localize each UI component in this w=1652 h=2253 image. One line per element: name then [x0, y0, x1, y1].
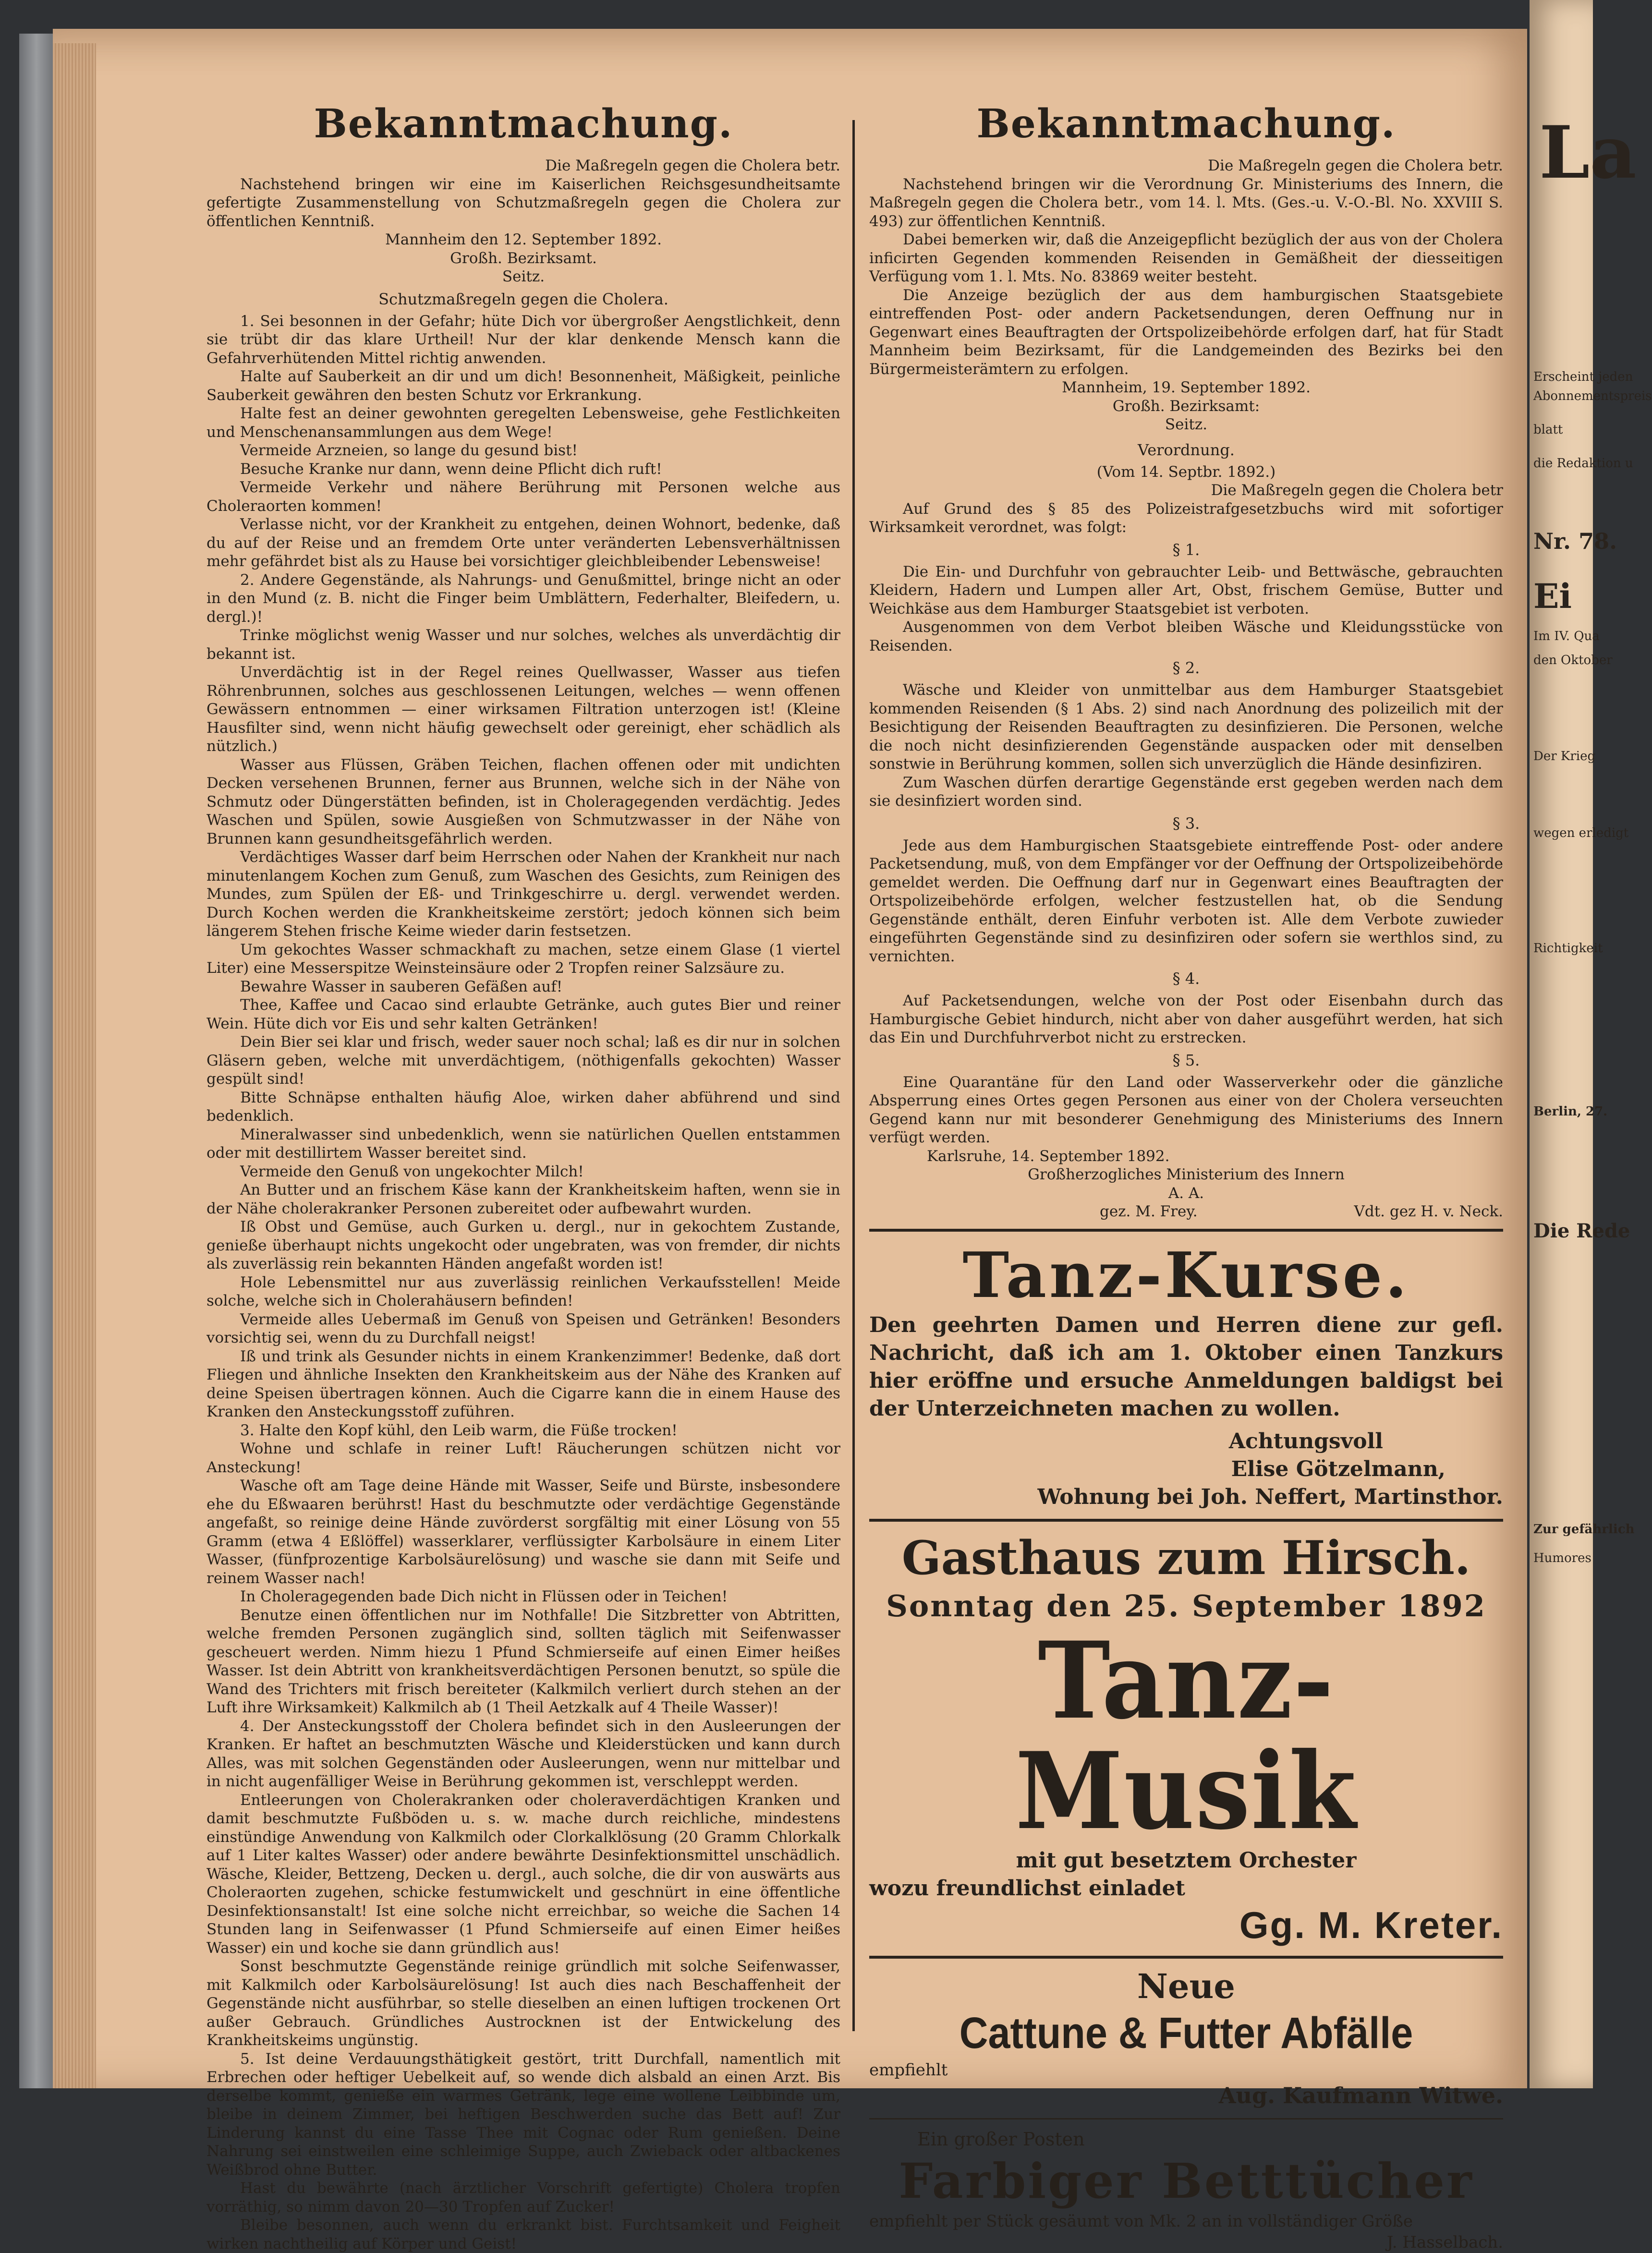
paragraph: Thee, Kaffee und Cacao sind erlaubte Getränke, auch gutes Bier und reiner Wein. Hüte dich vor Eis und sehr kalten Getränken!	[206, 996, 840, 1032]
paragraph: Hast du bewährte (nach ärztlicher Vorschrift gefertigte) Cholera tropfen vorräthig, so nimm davon 20—30 Tropfen auf Zucker!	[206, 2180, 840, 2216]
ad-title: Farbiger Betttücher	[899, 2152, 1474, 2209]
paragraph: Dabei bemerken wir, daß die Anzeigepflicht bezüglich der aus von der Cholera inficirten Gegenden kommenden Reisenden in Gemäßheit der diesseitigen Verfügung vom 1. l. Mts. No. 83869 weiter besteht.	[869, 231, 1503, 285]
signature-left: gez. M. Frey.	[1100, 1203, 1198, 1220]
paragraph: 1. Sei besonnen in der Gefahr; hüte Dich vor übergroßer Aengstlichkeit, denn sie trübt dir das klare Urtheil! Nur der klar denkende Mensch kann die Gefahrverhütenden Mittel richtig anwenden.	[206, 312, 840, 367]
ad-name: Elise Götzelmann,	[1231, 1456, 1446, 1481]
paragraph: Halte auf Sauberkeit an dir und um dich! Besonnenheit, Mäßigkeit, peinliche Sauberkeit gewähren den besten Schutz vor Erkrankung.	[206, 368, 840, 404]
paragraph: Iß und trink als Gesunder nichts in einem Krankenzimmer! Bedenke, daß dort Fliegen und ähnliche Insekten den Krankheitskeim aus der Nähe des Kranken auf deine Speisen übertragen können. Auch die Cigarre kann die in einem Hause des Kranken den Ansteckungsstoff zuführen.	[206, 1347, 840, 1420]
section-text: Zum Waschen dürfen derartige Gegenstände erst gegeben werden nach dem sie desinfiziert worden sind.	[869, 774, 1503, 810]
ad-line: empfiehlt per Stück gesäumt von Mk. 2 an in vollständiger Größe	[869, 2211, 1413, 2231]
verordnung-date: (Vom 14. Septbr. 1892.)	[1096, 463, 1276, 481]
section-number: § 5.	[1172, 1051, 1200, 1069]
ad-empfiehlt: empfiehlt	[869, 2060, 948, 2080]
next-page-fragment: wegen erledigt	[1533, 826, 1629, 840]
ad-seller: Aug. Kaufmann Witwe.	[1218, 2082, 1503, 2108]
ad-date: Sonntag den 25. September 1892	[886, 1588, 1486, 1623]
ad-invite: wozu freundlichst einladet	[869, 1876, 1186, 1901]
place-date: Karlsruhe, 14. September 1892.	[927, 1147, 1170, 1165]
ad-divider	[869, 1229, 1503, 1232]
office-line: Großh. Bezirksamt.	[450, 249, 597, 267]
ad-host: Gg. M. Kreter.	[1239, 1903, 1503, 1946]
next-page-fragment: Der Krieg	[1533, 749, 1596, 763]
ad-title: Cattune & Futter Abfälle	[959, 2008, 1413, 2058]
paragraph: 4. Der Ansteckungsstoff der Cholera befindet sich in den Ausleerungen der Kranken. Er haftet an beschmutzten Wäsche und Kleiderstücken und kann durch Alles, was mit solchen Gegenständen oder Ausleerungen, wenn nur mittelbar und in nicht augenfälliger Weise in Berührung gekommen ist, verschleppt werden.	[206, 1717, 840, 1790]
next-page-fragment: Zur gefährlich	[1533, 1522, 1635, 1537]
signature-right: Vdt. gez H. v. Neck.	[1354, 1203, 1503, 1220]
next-page-fragment: Im IV. Qua	[1533, 629, 1600, 643]
section-text: Auf Packetsendungen, welche von der Post oder Eisenbahn durch das Hamburgische Gebiet hindurch, nicht aber von daher ausgeführt werden, hat sich das Ein und Durchfuhrverbot nicht zu erstrecken.	[869, 992, 1503, 1046]
paragraph: Vermeide Verkehr und nähere Berührung mit Personen welche aus Choleraorten kommen!	[206, 479, 840, 515]
ad-event: Tanz-Musik	[1015, 1618, 1357, 1853]
next-page-fragment: Berlin, 27.	[1533, 1104, 1608, 1119]
ad-betttucher	[869, 2127, 1503, 2253]
paragraph: Unverdächtig ist in der Regel reines Quellwasser, Wasser aus tiefen Röhrenbrunnen, solches aus geschlossenen Leitungen, welches — wenn offenen Gewässern entnommen — einer wirksamen Filtration unterzogen ist! (Kleine Hausfilter sind, wenn nicht häufig gewechselt oder gereinigt, eher schädlich als nützlich.)	[206, 664, 840, 755]
section-text: Jede aus dem Hamburgischen Staatsgebiete eintreffende Post- oder andere Packetsendung, muß, von dem Empfänger vor der Oeffnung der Ortspolizeibehörde gemeldet werden. Die Oeffnung darf nur in Gegenwart eines Beauftragten der Ortspolizeibehörde erfolgen, welcher festzustellen hat, ob die Sendung Gegenstände enthält, deren Einfuhr verboten ist. Alle dem Verbote zuwieder eingeführten Gegenstände sind zu desinfiziren oder sofern sie werthlos sind, zu vernichten.	[869, 836, 1503, 965]
paragraph: Wasser aus Flüssen, Gräben Teichen, flachen offenen oder mit undichten Decken versehenen Brunnen, ferner aus Brunnen, welche sich in der Nähe von Schmutz oder Düngerstätten befinden, ist in Choleragegenden verdächtig. Jedes Waschen und Spülen, sowie Ausgießen von Schmutzwasser in der Nähe von Brunnen kann gesundheitsgefährlich werden.	[206, 756, 840, 848]
paragraph: An Butter und an frischem Käse kann der Krankheitskeim haften, wenn sie in der Nähe cholerakranker Personen zubereitet oder aufbewahrt wurden.	[206, 1181, 840, 1217]
right-column	[869, 101, 1503, 2253]
next-page-fragment: blatt	[1533, 423, 1563, 437]
section-text: Die Ein- und Durchfuhr von gebrauchter Leib- und Bettwäsche, gebrauchten Kleidern, Hadern und Lumpen aller Art, Obst, frischem Gemüse, Butter und Weichkäse aus dem Hamburger Staatsgebiet ist verboten.	[869, 563, 1503, 618]
column-divider	[852, 120, 855, 2031]
next-page-heading: Ei	[1533, 576, 1572, 616]
next-page-fragment: Abonnementspreis	[1533, 389, 1652, 403]
section-text: Eine Quarantäne für den Land oder Wasserverkehr oder die gänzliche Absperrung eines Ortes gegen Personen aus einer von der Cholera verseuchten Gegend kann nur mit besonderer Genehmigung des Ministeriums des Innern verfügt werden.	[869, 1073, 1503, 1146]
section-number: § 4.	[1172, 969, 1200, 988]
signature: Seitz.	[502, 268, 545, 285]
ad-tanzkurse	[869, 1239, 1503, 1511]
paragraph: Iß Obst und Gemüse, auch Gurken u. dergl., nur in gekochtem Zustande, genieße überhaupt nichts ungekocht oder ungebraten, was von fremder, dir nichts als zuverlässig rein bekannten Händen angefaßt worden ist!	[206, 1218, 840, 1272]
issue-number: Nr. 78.	[1533, 528, 1617, 554]
subject-line: Die Maßregeln gegen die Cholera betr.	[1208, 157, 1503, 174]
paragraph: Vermeide alles Uebermaß im Genuß von Speisen und Getränken! Besonders vorsichtig sei, wenn du zu Durchfall neigst!	[206, 1310, 840, 1346]
paragraph: Verlasse nicht, vor der Krankheit zu entgehen, deinen Wohnort, bedenke, daß du auf der Reise und an fremdem Orte unter veränderten Lebensverhältnissen mehr gefährdet bist als zu Hause bei vorsichtiger gleichbleibender Lebensweise!	[206, 516, 840, 570]
office-line: Großh. Bezirksamt:	[1112, 397, 1260, 415]
paragraph: Verdächtiges Wasser darf beim Herrschen oder Nahen der Krankheit nur nach minutenlangem Kochen zum Genuß, zum Waschen des Gesichts, zum Reinigen des Mundes, zum Spülen der Eß- und Trinkgeschirre u. dergl. verwendet werden. Durch Kochen werden die Krankheitskeime zerstört; jedoch können sich beim längerem Stehen frische Keime wieder darin festsetzen.	[206, 848, 840, 940]
paragraph: 2. Andere Gegenstände, als Nahrungs- und Genußmittel, bringe nicht an oder in den Mund (z. B. nicht die Finger beim Umblättern, Federhalter, Bleifedern, u. dergl.)!	[206, 571, 840, 626]
paragraph: Wohne und schlafe in reiner Luft! Räucherungen schützen nicht vor Ansteckung!	[206, 1440, 840, 1476]
left-column	[206, 101, 840, 2253]
paragraph: Vermeide den Genuß von ungekochter Milch!	[240, 1163, 584, 1180]
signature: Seitz.	[1165, 416, 1208, 433]
verordnung-subject: Die Maßregeln gegen die Cholera betr	[1211, 482, 1503, 499]
next-page-fragment: die Redaktion u	[1533, 456, 1633, 471]
next-page-fragment: Erscheint jeden	[1533, 370, 1633, 384]
paragraph: Hole Lebensmittel nur aus zuverlässig reinlichen Verkaufsstellen! Meide solche, welche sich in Cholerahäusern befinden!	[206, 1273, 840, 1309]
ad-seller: J. Hasselbach.	[1386, 2232, 1503, 2252]
paragraph: Vermeide Arzneien, so lange du gesund bist!	[240, 442, 578, 459]
date-line: Mannheim, 19. September 1892.	[1062, 379, 1311, 396]
section-text: Wäsche und Kleider von unmittelbar aus dem Hamburger Staatsgebiet kommenden Reisenden (§ 1 Abs. 2) sind nach Anordnung des polizeilich mit der Besichtigung der Reisenden Beauftragten zu desinfizieren. Die Personen, welche die noch nicht desinfizierenden Gegenstände auspacken oder mit denselben sonstwie in Berührung kommen, sollen sich unverzüglich die Hände desinfiziren.	[869, 681, 1503, 773]
ad-address: Wohnung bei Joh. Neffert, Martinsthor.	[1037, 1484, 1503, 1509]
section-number: § 1.	[1172, 540, 1200, 559]
paragraph: Sonst beschmutzte Gegenstände reinige gründlich mit solche Seifenwasser, mit Kalkmilch oder Karbolsäurelösung! Ist auch dies nach Beschaffenheit der Gegenstände nicht ausführbar, so stelle dieselben an einen luftigen trockenen Ort außer Gebrauch. Gründliches Austrocknen ist der Entwickelung des Krankheitskeims ungünstig.	[206, 1958, 840, 2049]
next-page-fragment: Humores	[1533, 1551, 1591, 1565]
ad-cattune	[869, 1966, 1503, 2110]
paragraph: Nachstehend bringen wir die Verordnung Gr. Ministeriums des Innern, die Maßregeln gegen die Cholera betr., vom 14. l. Mts. (Ges.-u. V.-O.-Bl. No. XXVIII S. 493) zur öffentlichen Kenntniß.	[869, 175, 1503, 230]
left-heading: Bekanntmachung.	[314, 101, 733, 147]
ad-divider	[869, 1519, 1503, 1522]
adjacent-page	[1530, 0, 1652, 2088]
paragraph: Mineralwasser sind unbedenklich, wenn sie natürlichen Quellen entstammen oder mit destillirtem Wasser bereitet sind.	[206, 1126, 840, 1162]
paragraph: 5. Ist deine Verdauungsthätigkeit gestört, tritt Durchfall, namentlich mit Erbrechen oder heftiger Uebelkeit auf, so wende dich alsbald an einen Arzt. Bis derselbe kommt, genieße ein warmes Getränk, lege eine wollene Leibbinde um, bleibe in deinem Zimmer, bei heftigen Beschwerden suche das Bett auf! Zur Linderung kannst du eine Tasse Thee mit Cognac oder Rum genießen. Deine Nahrung sei einstweilen eine schleimige Suppe, auch Zwieback oder altbackenes Weißbrod ohne Butter.	[206, 2050, 840, 2179]
section-title: Schutzmaßregeln gegen die Cholera.	[378, 290, 668, 308]
paragraph: Entleerungen von Cholerakranken oder choleraverdächtigen Kranken und damit beschmutzte Fußböden u. s. w. mache durch reichliche, mindestens einstündige Anwendung von Kalkmilch oder Clorkalklösung (20 Gramm Chlorkalk auf 1 Liter kaltes Wasser) oder andere bewährte Desinfektionsmittel unschädlich. Wäsche, Kleider, Bettzeng, Decken u. dergl., auch solche, die dir von auswärts aus Choleraorten zugehen, schicke festumwickelt und geschnürt in eine öffentliche Desinfektionsanstalt! Ist eine solche nicht erreichbar, so weiche die Sachen 14 Stunden lang in Seifenwasser (1 Pfund Schmierseife auf einen Eimer heißes Wasser) ein und koche sie dann gründlich aus!	[206, 1791, 840, 1957]
page-edges	[53, 43, 96, 2088]
ad-body: Den geehrten Damen und Herren diene zur gefl. Nachricht, daß ich am 1. Oktober einen Tanzkurs hier eröffne und ersuche Anmeldungen baldigst bei der Unterzeichneten machen zu wollen.	[869, 1312, 1503, 1421]
ad-gasthaus	[869, 1529, 1503, 1948]
paragraph: Halte fest an deiner gewohnten geregelten Lebensweise, gehe Festlichkeiten und Menschenansammlungen aus dem Wege!	[206, 405, 840, 441]
date-line: Mannheim den 12. September 1892.	[385, 231, 662, 248]
ad-neue: Neue	[1137, 1966, 1235, 2006]
ad-divider	[869, 2118, 1503, 2120]
paragraph: Wasche oft am Tage deine Hände mit Wasser, Seife und Bürste, insbesondere ehe du Eßwaaren berührst! Hast du beschmutzte oder verdächtige Gegenstände angefaßt, so reinige deine Hände zuvörderst sorgfältig mit einer Lösung von 55 Gramm (etwa 4 Eßlöffel) wasserklarer, verflüssigter Karbolsäure in einem Liter Wasser, (fünfprozentige Karbolsäurelösung) und wasche sie dann mit Seife und reinem Wasser nach!	[206, 1477, 840, 1587]
ministry: Großherzogliches Ministerium des Innern	[1028, 1166, 1345, 1183]
signature-row	[869, 1202, 1503, 1221]
ministry-aa: A. A.	[1168, 1184, 1204, 1202]
masthead-fragment: La	[1539, 110, 1637, 195]
ad-intro: Ein großer Posten	[917, 2128, 1085, 2150]
paragraph: In Choleragegenden bade Dich nicht in Flüssen oder in Teichen!	[240, 1588, 728, 1605]
verordnung-title: Verordnung.	[1138, 440, 1235, 459]
paragraph: 3. Halte den Kopf kühl, den Leib warm, die Füße trocken!	[240, 1421, 678, 1439]
paragraph: Trinke möglichst wenig Wasser und nur solches, welches als unverdächtig dir bekannt ist.	[206, 627, 840, 663]
section-number: § 2.	[1172, 659, 1200, 677]
right-heading: Bekanntmachung.	[976, 101, 1396, 147]
subject-line: Die Maßregeln gegen die Cholera betr.	[545, 157, 840, 174]
section-number: § 3.	[1172, 814, 1200, 833]
paragraph: Bleibe besonnen, auch wenn du erkrankt bist. Furchtsamkeit und Feigheit wirken nachtheilig auf Körper und Geist!	[206, 2217, 840, 2253]
next-page-fragment: Richtigkeit	[1533, 941, 1603, 956]
ad-closing: Achtungsvoll	[1228, 1429, 1383, 1454]
next-page-fragment: Die Rede	[1533, 1220, 1630, 1242]
ad-title: Gasthaus zum Hirsch.	[901, 1530, 1471, 1585]
paragraph: Bitte Schnäpse enthalten häufig Aloe, wirken daher abführend und sind bedenklich.	[206, 1089, 840, 1125]
paragraph: Nachstehend bringen wir eine im Kaiserlichen Reichsgesundheitsamte gefertigte Zusammenstellung von Schutzmaßregeln gegen die Cholera zur öffentlichen Kenntniß.	[206, 175, 840, 230]
paragraph: Auf Grund des § 85 des Polizeistrafgesetzbuchs wird mit sofortiger Wirksamkeit verordnet, was folgt:	[869, 500, 1503, 536]
section-text: Ausgenommen von dem Verbot bleiben Wäsche und Kleidungsstücke von Reisenden.	[869, 618, 1503, 654]
ad-divider	[869, 1956, 1503, 1959]
paragraph: Besuche Kranke nur dann, wenn deine Pflicht dich ruft!	[240, 460, 662, 478]
paragraph: Bewahre Wasser in sauberen Gefäßen auf!	[240, 978, 563, 995]
paragraph: Die Anzeige bezüglich der aus dem hamburgischen Staatsgebiete eintreffenden Post- oder andern Packetsendungen, deren Oeffnung nur in Gegenwart eines Beauftragten der Ortspolizeibehörde erfolgen darf, hat für Stadt Mannheim beim Bezirksamt, für die Landgemeinden des Bezirks bei den Bürgermeisterämtern zu erfolgen.	[869, 286, 1503, 378]
paragraph: Dein Bier sei klar und frisch, weder sauer noch schal; laß es dir nur in solchen Gläsern geben, welche mit unverdächtigem, (nöthigenfalls gekochten) Wasser gespült sind!	[206, 1033, 840, 1088]
paragraph: Benutze einen öffentlichen nur im Nothfalle! Die Sitzbretter von Abtritten, welche fremden Personen zugänglich sind, sollten täglich mit Seifenwasser gescheuert werden. Nimm hiezu 1 Pfund Schmierseife auf einen Eimer heißes Wasser. Ist dein Abtritt von krankheitsverdächtigen Personen benutzt, so spüle die Wand des Trichters mit frisch bereiteter (Kalkmilch verliert durch stehen an der Luft ihre Wirksamkeit) Kalkmilch ab (1 Theil Aetzkalk auf 4 Theile Wasser)!	[206, 1606, 840, 1716]
ad-title: Tanz-Kurse.	[962, 1238, 1410, 1312]
next-page-fragment: den Oktober	[1533, 653, 1613, 667]
ad-orchestra: mit gut besetztem Orchester	[1016, 1848, 1357, 1873]
paragraph: Um gekochtes Wasser schmackhaft zu machen, setze einem Glase (1 viertel Liter) eine Messerspitze Weinsteinsäure oder 2 Tropfen reiner Salzsäure zu.	[206, 941, 840, 977]
